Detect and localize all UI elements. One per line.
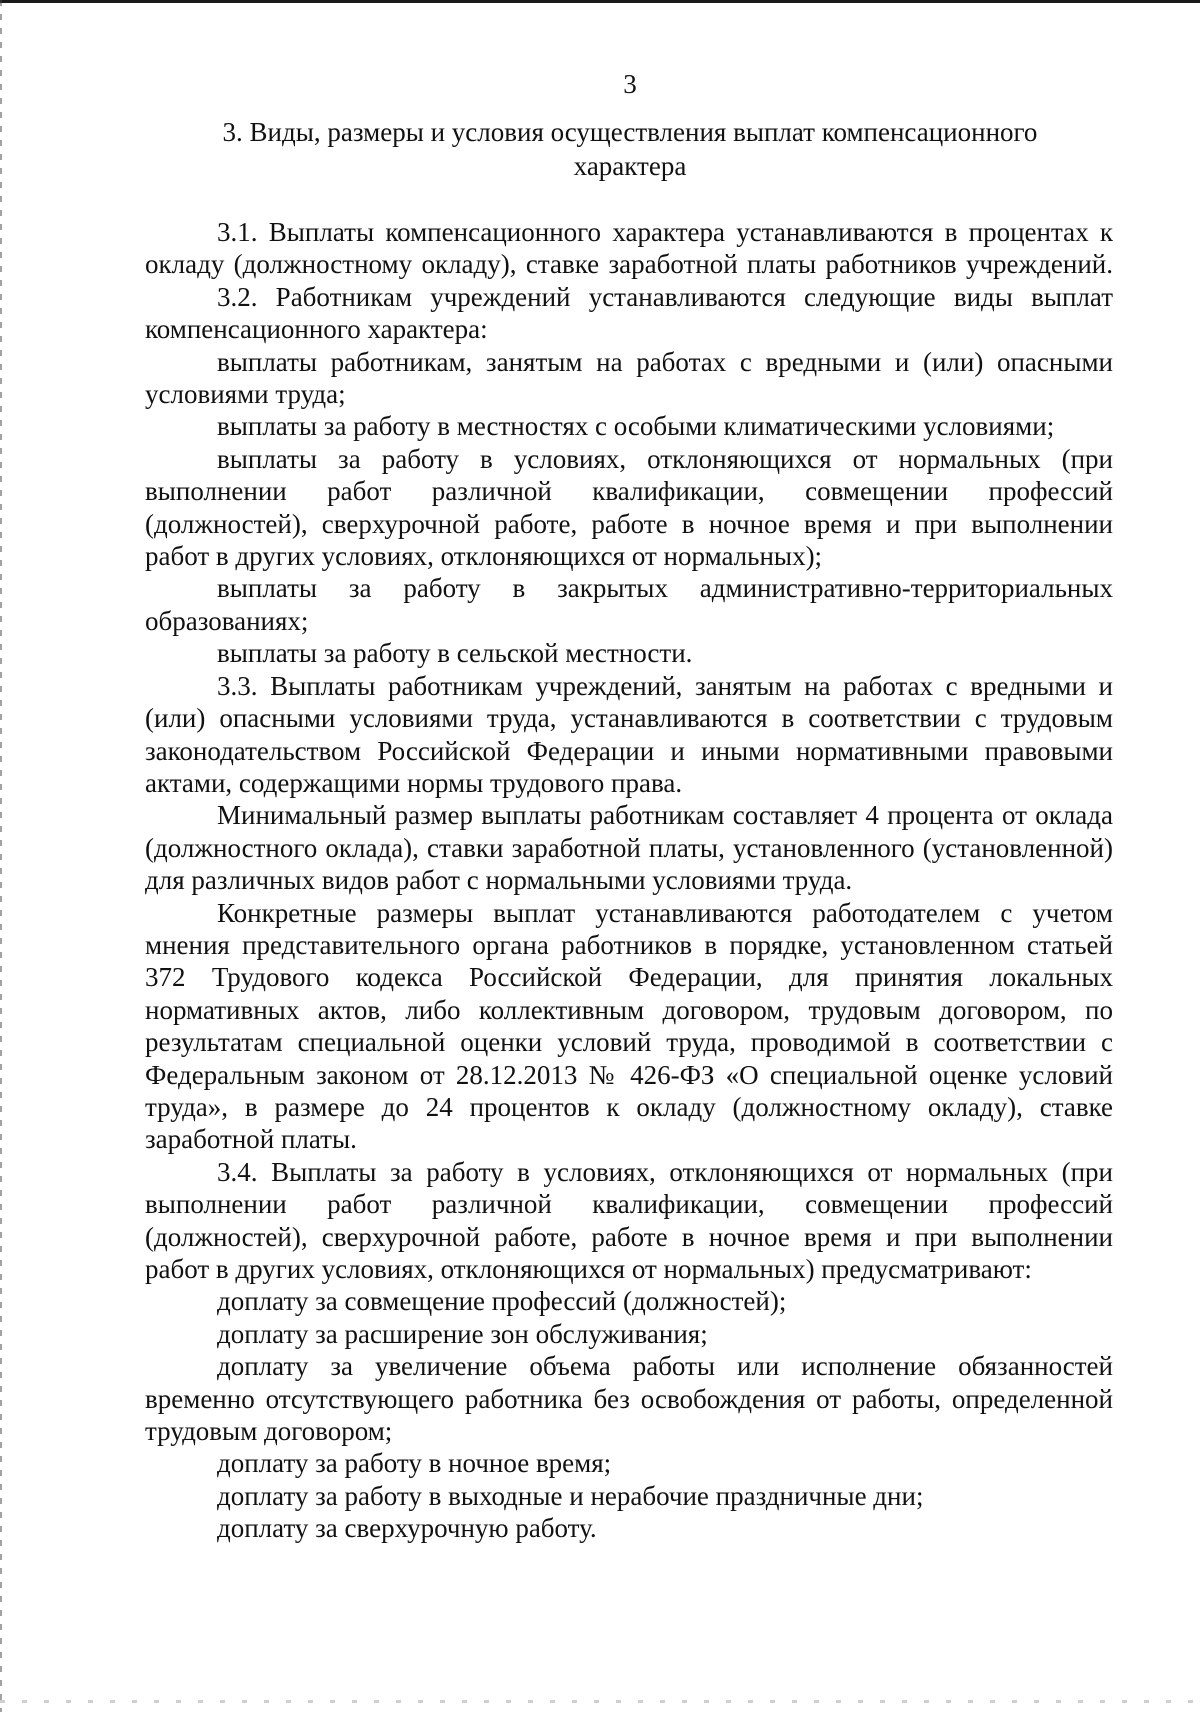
page-number: 3 bbox=[623, 69, 637, 99]
scan-bottom-edge bbox=[0, 1700, 1200, 1703]
list-item-service-zones: доплату за расширение зон обслуживания; bbox=[217, 1318, 708, 1349]
paragraph-3-4: 3.4. Выплаты за работу в условиях, отклоняющихся от нормальных (при выполнении работ различной квалификации, совмещении профессий (должностей), сверхурочной работе, работе в ночное время и при выполнении работ в других условиях, отклоняющихся от нормальных) предусматривают: bbox=[145, 1156, 1113, 1284]
document-body bbox=[145, 216, 1113, 1545]
paragraph-3-3: 3.3. Выплаты работникам учреждений, занятым на работах с вредными и (или) опасными условиями труда, устанавливаются в соответствии с трудовым законодательством Российской Федерации и иными нормативными правовыми актами, содержащими нормы трудового права. bbox=[145, 670, 1113, 798]
list-item-harmful-conditions: выплаты работникам, занятым на работах с вредными и (или) опасными условиями труда; bbox=[145, 346, 1113, 410]
list-item-combining-professions: доплату за совмещение профессий (должностей); bbox=[217, 1286, 787, 1317]
paragraph-3-1: 3.1. Выплаты компенсационного характера устанавливаются в процентах к окладу (должностному окладу), ставке заработной платы работников учреждений. bbox=[145, 217, 1113, 280]
list-item-overtime-work: доплату за сверхурочную работу. bbox=[217, 1513, 597, 1544]
list-item-night-work: доплату за работу в ночное время; bbox=[217, 1448, 612, 1479]
section-title: 3. Виды, размеры и условия осуществления выплат компенсационного характера bbox=[222, 117, 1038, 181]
scan-top-edge bbox=[0, 0, 1200, 3]
paragraph-3-2: 3.2. Работникам учреждений устанавливаются следующие виды выплат компенсационного характера: bbox=[145, 281, 1113, 345]
paragraph-specific-amounts: Конкретные размеры выплат устанавливаются работодателем с учетом мнения представительного органа работников в порядке, установленном статьей 372 Трудового кодекса Российской Федерации, для принятия локальных нормативных актов, либо коллективным договором, трудовым договором, по результатам специальной оценки условий труда, проводимой в соответствии с Федеральным законом от 28.12.2013 № 426-ФЗ «О специальной оценке условий труда», в размере до 24 процентов к окладу (должностному окладу), ставке заработной платы. bbox=[145, 897, 1113, 1155]
list-item-climatic-conditions: выплаты за работу в местностях с особыми климатическими условиями; bbox=[217, 411, 1055, 442]
list-item-closed-territories: выплаты за работу в закрытых административно-территориальных образованиях; bbox=[145, 573, 1113, 636]
paragraph-minimum-payment: Минимальный размер выплаты работникам составляет 4 процента от оклада (должностного оклада), ставки заработной платы, установленного (установленной) для различных видов работ с нормальными условиями труда. bbox=[145, 800, 1113, 896]
list-item-increased-workload: доплату за увеличение объема работы или исполнение обязанностей временно отсутствующего работника без освобождения от работы, определенной трудовым договором; bbox=[145, 1351, 1113, 1447]
list-item-rural-area: выплаты за работу в сельской местности. bbox=[217, 638, 693, 669]
list-item-abnormal-conditions: выплаты за работу в условиях, отклоняющихся от нормальных (при выполнении работ различной квалификации, совмещении профессий (должностей), сверхурочной работе, работе в ночное время и при выполнении работ в других условиях, отклоняющихся от нормальных); bbox=[145, 443, 1113, 572]
scan-left-edge bbox=[0, 0, 2, 1712]
list-item-holiday-work: доплату за работу в выходные и нерабочие праздничные дни; bbox=[217, 1480, 924, 1511]
